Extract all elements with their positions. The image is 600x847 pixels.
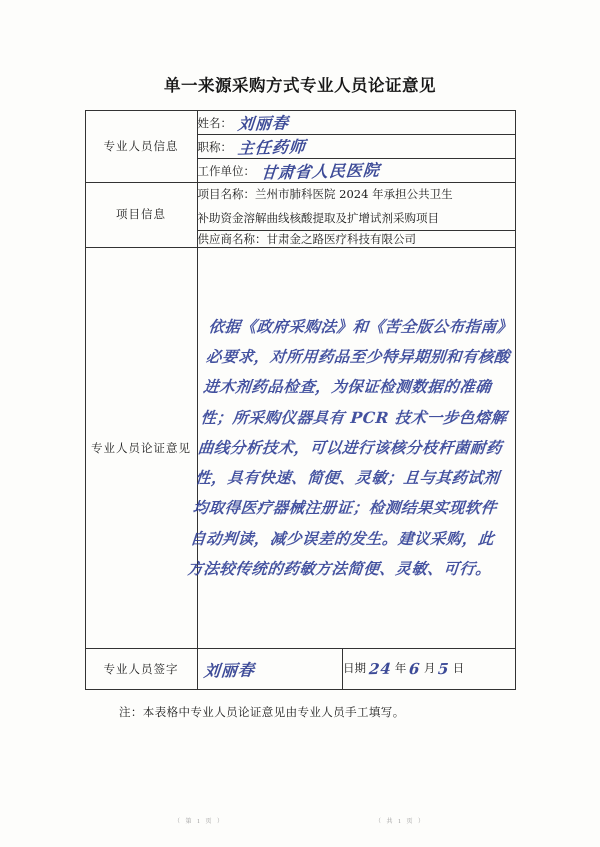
field-name <box>197 111 515 135</box>
signature-value: 刘丽春 <box>202 659 256 681</box>
date-month-unit: 月 <box>423 661 436 676</box>
field-title <box>197 135 515 159</box>
date-day-unit: 日 <box>452 661 465 676</box>
field-supplier <box>197 231 515 248</box>
field-workplace <box>197 159 515 183</box>
field-workplace-value: 甘肃省人民医院 <box>260 160 381 183</box>
footer-mark-right: （ 共 1 页 ） <box>375 819 427 825</box>
signature-area <box>197 649 515 690</box>
date-day-value: 5 <box>437 659 451 679</box>
supplier-label: 供应商名称： <box>197 232 267 247</box>
table-row <box>85 111 515 135</box>
field-project-name <box>197 183 515 231</box>
project-name-label: 项目名称： <box>197 187 255 201</box>
opinion-handwritten-text: 依据《政府采购法》和《苦全版公布指南》必要求，对所用药品至少特异期别和有核酸进木剂药品检查，为保证检测数据的准确性；所采购仪器具有 PCR 技术一步色熔解曲线分析技术，可以进行该核分枝杆菌耐药性，具有快速、简便、灵敏；且与其药试剂均取得医疗器械注册证；检测结果实现软件自动判读，减少误差的发生。建议采购，此方法较传统的药敏方法简便、灵敏、可行。 <box>186 317 513 578</box>
field-name-label: 姓名： <box>197 115 232 130</box>
form-table <box>85 110 516 690</box>
signature-value-cell <box>198 649 343 689</box>
table-row <box>85 248 515 649</box>
date-label: 日期 <box>343 661 366 676</box>
table-row <box>85 649 515 690</box>
form-note: 注：本表格中专业人员论证意见由专业人员手工填写。 <box>119 705 405 720</box>
page-title: 单一来源采购方式专业人员论证意见 <box>164 76 436 95</box>
footer-marks <box>0 816 600 825</box>
table-row <box>85 183 515 231</box>
opinion-area <box>186 248 515 649</box>
field-title-label: 职称： <box>197 139 232 154</box>
date-month-value: 6 <box>408 659 422 679</box>
section-label-project: 项目信息 <box>85 183 197 248</box>
date-year-value: 24 <box>368 659 393 679</box>
supplier-value: 甘肃金之路医疗科技有限公司 <box>266 232 416 247</box>
section-label-opinion: 专业人员论证意见 <box>85 248 197 649</box>
field-title-value: 主任药师 <box>237 137 307 158</box>
date-year-unit: 年 <box>394 661 407 676</box>
date-cell <box>343 649 515 689</box>
signature-label: 专业人员签字 <box>85 649 197 690</box>
project-name-line1: 兰州市肺科医院 2024 年承担公共卫生 <box>255 187 453 201</box>
footer-mark-left: （ 第 1 页 ） <box>173 819 225 825</box>
section-label-personnel: 专业人员信息 <box>85 111 197 183</box>
project-name-line2: 补助资金溶解曲线核酸提取及扩增试剂采购项目 <box>197 210 439 225</box>
field-workplace-label: 工作单位： <box>197 163 255 178</box>
field-name-value: 刘丽春 <box>237 113 290 134</box>
